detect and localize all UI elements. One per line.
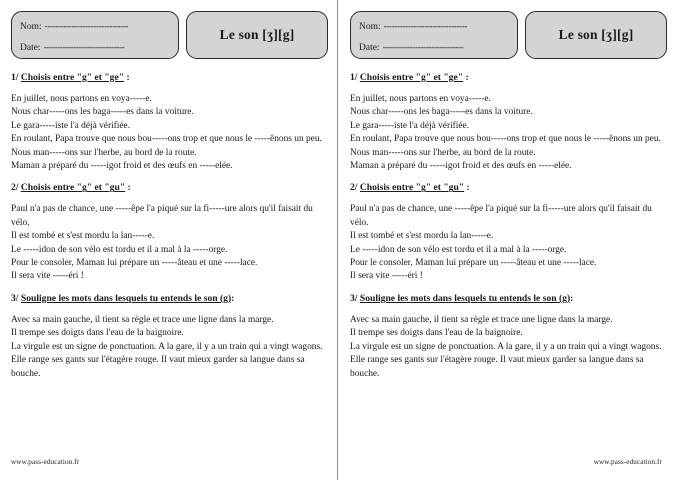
exercise-3-heading — [11, 293, 328, 305]
exercise-line: Paul n'a pas de chance, une -----êpe l'a piqué sur la fi-----ure alors qu'il faisait du vélo. — [11, 204, 313, 228]
exercise-2-heading — [11, 182, 328, 194]
page-title: Le son [ʒ][g] — [558, 27, 634, 42]
exercise-2-body — [11, 203, 328, 283]
date-field[interactable] — [20, 42, 171, 54]
exercise-line: Pour le consoler, Maman lui prépare un -----âteau et une -----lace. — [350, 258, 597, 269]
exercise-2-body — [350, 203, 665, 283]
exercise-line: La virgule est un signe de ponctuation. A la gare, il y a un train qui a vingt wagons. — [11, 341, 323, 352]
exercise-3-number: 3/ — [11, 292, 19, 304]
exercise-1-number: 1/ — [11, 72, 19, 83]
exercise-2-colon: : — [464, 182, 470, 194]
date-field-label: Date: — [20, 42, 41, 53]
exercise-line: Elle range ses gants sur l'étagère rouge. Il vaut mieux garder sa langue dans sa bouche. — [350, 355, 644, 379]
worksheet-column-left — [0, 0, 337, 480]
exercise-1-colon: : — [463, 72, 469, 83]
exercise-line: Il trempe ses doigts dans l'eau de la baignoire. — [350, 328, 523, 339]
date-field[interactable] — [359, 42, 510, 54]
exercise-line: Pour le consoler, Maman lui prépare un -----âteau et une -----lace. — [11, 258, 258, 269]
exercise-2-title: Choisis entre "g" et "gu" — [359, 182, 465, 194]
date-field-line: ------------------------------ — [382, 41, 464, 52]
exercise-3-heading — [350, 293, 665, 305]
student-info-box — [350, 11, 518, 59]
exercise-3-number: 3/ — [350, 292, 358, 304]
exercise-3-title: Souligne les mots dans lesquels tu entends le son (g) — [20, 292, 232, 304]
exercise-line: Nous man-----ons sur l'herbe, au bord de la route. — [11, 147, 197, 158]
exercise-line: Elle range ses gants sur l'étagère rouge. Il vaut mieux garder sa langue dans sa bouche. — [11, 355, 305, 379]
exercise-line: En juillet, nous partons en voya-----e. — [350, 94, 491, 104]
exercise-3-title: Souligne les mots dans lesquels tu entends le son (g) — [359, 292, 571, 304]
exercise-1-body — [350, 93, 665, 173]
exercise-2-number: 2/ — [11, 182, 19, 194]
page-title: Le son [ʒ][g] — [219, 27, 295, 42]
date-field-line: ------------------------------ — [43, 41, 125, 52]
exercise-3-body — [11, 314, 328, 381]
exercise-line: Le gara-----iste l'a déjà vérifiée. — [350, 120, 470, 131]
worksheet-header — [11, 11, 328, 63]
name-field-label: Nom: — [359, 21, 381, 32]
name-field-label: Nom: — [20, 21, 42, 32]
exercise-line: Paul n'a pas de chance, une -----êpe l'a piqué sur la fi-----ure alors qu'il faisait du vélo. — [350, 204, 652, 228]
student-info-box — [11, 11, 179, 59]
footer-url[interactable]: www.pass-education.fr — [11, 458, 80, 466]
exercise-1 — [11, 72, 328, 173]
exercise-1-title: Choisis entre "g" et "ge" — [359, 72, 464, 83]
exercise-line: Avec sa main gauche, il tient sa règle et trace une ligne dans la marge. — [11, 314, 274, 325]
exercise-2 — [350, 182, 665, 283]
exercise-line: Nous man-----ons sur l'herbe, au bord de la route. — [350, 147, 536, 158]
exercise-3-colon: : — [231, 292, 235, 304]
exercise-1-title: Choisis entre "g" et "ge" — [20, 72, 125, 83]
exercise-1-heading — [11, 72, 328, 84]
exercise-line: Il trempe ses doigts dans l'eau de la baignoire. — [11, 328, 184, 339]
exercise-1-number: 1/ — [350, 72, 358, 83]
worksheet-header — [350, 11, 665, 63]
exercise-2-heading — [350, 182, 665, 194]
exercise-3 — [350, 293, 665, 381]
exercise-line: Maman a préparé du -----igot froid et des œufs en -----elée. — [11, 161, 233, 172]
exercise-3-body — [350, 314, 665, 381]
name-field-line: ------------------------------- — [383, 20, 468, 31]
exercise-2 — [11, 182, 328, 283]
exercise-line: Maman a préparé du -----igot froid et des œufs en -----elée. — [350, 161, 572, 172]
exercise-line: Le gara-----iste l'a déjà vérifiée. — [11, 120, 131, 131]
exercise-line: Il est tombé et s'est mordu la lan-----e. — [11, 231, 155, 242]
worksheet-title-box — [525, 11, 667, 59]
exercise-1-body — [11, 93, 328, 173]
worksheet-column-right — [337, 0, 674, 480]
exercise-line: Le -----idon de son vélo est tordu et il a mal à la -----orge. — [11, 244, 228, 255]
exercise-line: Il est tombé et s'est mordu la lan-----e. — [350, 231, 494, 242]
name-field[interactable] — [20, 21, 171, 33]
name-field-line: ------------------------------- — [44, 20, 129, 31]
exercise-line: En roulant, Papa trouve que nous bou-----ons trop et que nous le -----ênons un peu. — [350, 134, 661, 145]
exercise-1 — [350, 72, 665, 173]
footer-url[interactable]: www.pass-education.fr — [593, 458, 662, 466]
name-field[interactable] — [359, 21, 510, 33]
exercise-2-number: 2/ — [350, 182, 358, 194]
date-field-label: Date: — [359, 42, 380, 53]
exercise-line: Nous char-----ons les baga-----es dans la voiture. — [11, 107, 194, 118]
exercise-line: Avec sa main gauche, il tient sa règle et trace une ligne dans la marge. — [350, 314, 613, 325]
exercise-3-colon: : — [570, 292, 574, 304]
exercise-line: La virgule est un signe de ponctuation. A la gare, il y a un train qui a vingt wagons. — [350, 341, 662, 352]
exercise-2-colon: : — [125, 182, 131, 194]
exercise-1-heading — [350, 72, 665, 84]
exercise-line: Il sera vite -----éri ! — [11, 271, 84, 282]
exercise-3 — [11, 293, 328, 381]
exercise-line: Nous char-----ons les baga-----es dans la voiture. — [350, 107, 533, 118]
worksheet-title-box — [186, 11, 328, 59]
exercise-line: En juillet, nous partons en voya-----e. — [11, 94, 152, 104]
exercise-line: Le -----idon de son vélo est tordu et il a mal à la -----orge. — [350, 244, 567, 255]
exercise-1-colon: : — [124, 72, 130, 83]
exercise-line: Il sera vite -----éri ! — [350, 271, 423, 282]
exercise-line: En roulant, Papa trouve que nous bou-----ons trop et que nous le -----ênons un peu. — [11, 134, 322, 145]
exercise-2-title: Choisis entre "g" et "gu" — [20, 182, 126, 194]
